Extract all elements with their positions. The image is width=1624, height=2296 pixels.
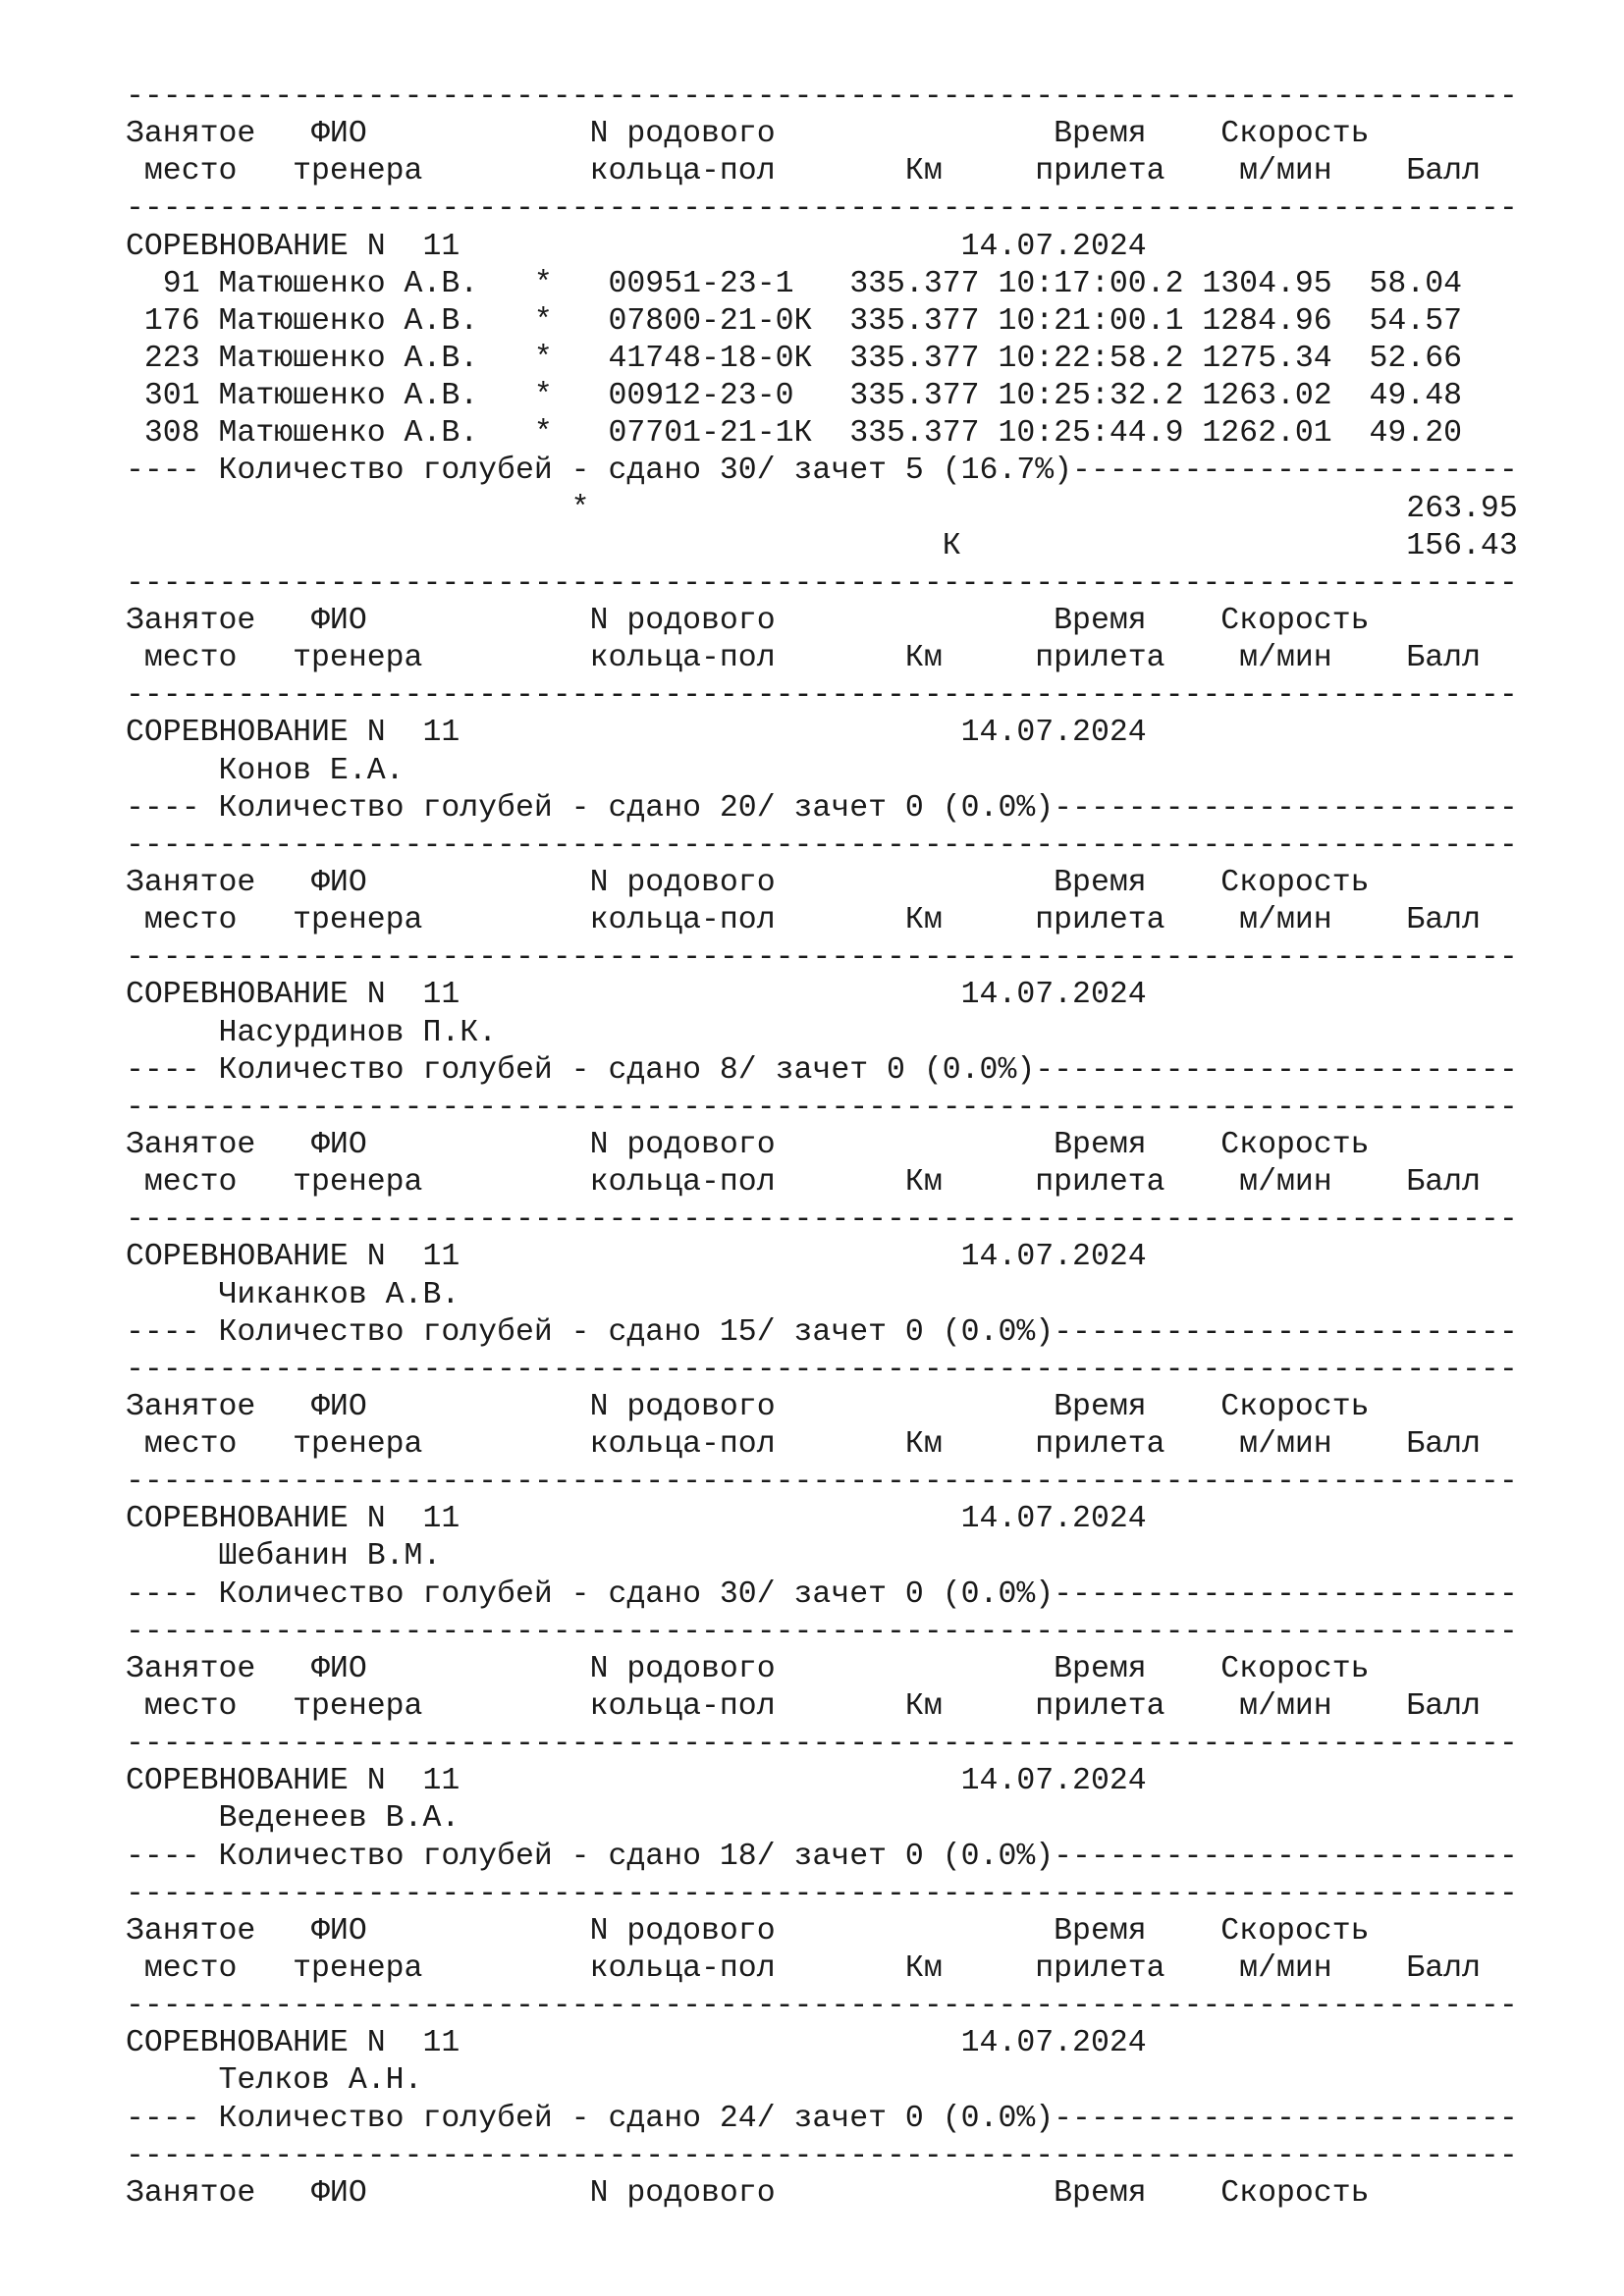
- competition-header-line: СОРЕВНОВАНИЕ N 11 14.07.2024: [126, 229, 1147, 264]
- result-row: 308 Матюшенко А.В. * 07701-21-1К 335.377 10:25:44.9 1262.01 49.20: [126, 416, 1463, 452]
- column-header-line: место тренера кольца-пол Км прилета м/мин Балл: [126, 1951, 1481, 1987]
- competition-header-line: СОРЕВНОВАНИЕ N 11 14.07.2024: [126, 1502, 1147, 1537]
- divider-line: ---------------------------------------------------------------------------: [126, 565, 1518, 601]
- divider-line: ---------------------------------------------------------------------------: [126, 940, 1518, 976]
- summary-line: ---- Количество голубей - сдано 8/ зачет 0 (0.0%)--------------------------: [126, 1052, 1518, 1088]
- competition-header-line: СОРЕВНОВАНИЕ N 11 14.07.2024: [126, 978, 1147, 1013]
- column-header-line: место тренера кольца-пол Км прилета м/мин Балл: [126, 641, 1481, 676]
- divider-line: ---------------------------------------------------------------------------: [126, 828, 1518, 863]
- column-header-line: Занятое ФИО N родового Время Скорость: [126, 1651, 1370, 1686]
- summary-line: ---- Количество голубей - сдано 18/ зачет 0 (0.0%)-------------------------: [126, 1839, 1518, 1874]
- trainer-name-line: Веденеев В.А.: [126, 1801, 460, 1837]
- column-header-line: место тренера кольца-пол Км прилета м/мин Балл: [126, 1689, 1481, 1725]
- summary-line: ---- Количество голубей - сдано 15/ зачет 0 (0.0%)-------------------------: [126, 1314, 1518, 1350]
- column-header-line: место тренера кольца-пол Км прилета м/мин Балл: [126, 1427, 1481, 1463]
- divider-line: ---------------------------------------------------------------------------: [126, 1202, 1518, 1238]
- trainer-name-line: Конов Е.А.: [126, 753, 405, 788]
- divider-line: ---------------------------------------------------------------------------: [126, 1090, 1518, 1125]
- divider-line: ---------------------------------------------------------------------------: [126, 678, 1518, 714]
- summary-line: ---- Количество голубей - сдано 24/ зачет 0 (0.0%)-------------------------: [126, 2101, 1518, 2136]
- results-printout: [126, 79, 1518, 2213]
- column-header-line: Занятое ФИО N родового Время Скорость: [126, 2175, 1370, 2211]
- summary-line: ---- Количество голубей - сдано 30/ зачет 5 (16.7%)------------------------: [126, 454, 1518, 489]
- trainer-name-line: Телков А.Н.: [126, 2063, 423, 2099]
- trainer-name-line: Чиканков А.В.: [126, 1277, 460, 1312]
- column-header-line: Занятое ФИО N родового Время Скорость: [126, 865, 1370, 900]
- column-header-line: место тренера кольца-пол Км прилета м/мин Балл: [126, 154, 1481, 189]
- result-row: 176 Матюшенко А.В. * 07800-21-0К 335.377 10:21:00.1 1284.96 54.57: [126, 303, 1463, 339]
- column-header-line: Занятое ФИО N родового Время Скорость: [126, 1913, 1370, 1949]
- total-line: * 263.95: [126, 491, 1518, 526]
- competition-header-line: СОРЕВНОВАНИЕ N 11 14.07.2024: [126, 2026, 1147, 2061]
- divider-line: ---------------------------------------------------------------------------: [126, 80, 1518, 114]
- trainer-name-line: Насурдинов П.К.: [126, 1015, 498, 1050]
- result-row: 223 Матюшенко А.В. * 41748-18-0К 335.377 10:22:58.2 1275.34 52.66: [126, 341, 1463, 376]
- competition-header-line: СОРЕВНОВАНИЕ N 11 14.07.2024: [126, 716, 1147, 751]
- divider-line: ---------------------------------------------------------------------------: [126, 1727, 1518, 1762]
- column-header-line: Занятое ФИО N родового Время Скорость: [126, 1127, 1370, 1162]
- column-header-line: Занятое ФИО N родового Время Скорость: [126, 603, 1370, 638]
- column-header-line: Занятое ФИО N родового Время Скорость: [126, 117, 1370, 152]
- result-row: 91 Матюшенко А.В. * 00951-23-1 335.377 10:17:00.2 1304.95 58.04: [126, 266, 1463, 301]
- summary-line: ---- Количество голубей - сдано 20/ зачет 0 (0.0%)-------------------------: [126, 790, 1518, 826]
- divider-line: ---------------------------------------------------------------------------: [126, 2138, 1518, 2173]
- divider-line: ---------------------------------------------------------------------------: [126, 1989, 1518, 2024]
- competition-header-line: СОРЕВНОВАНИЕ N 11 14.07.2024: [126, 1764, 1147, 1799]
- column-header-line: место тренера кольца-пол Км прилета м/мин Балл: [126, 1165, 1481, 1201]
- result-row: 301 Матюшенко А.В. * 00912-23-0 335.377 10:25:32.2 1263.02 49.48: [126, 379, 1463, 414]
- summary-line: ---- Количество голубей - сдано 30/ зачет 0 (0.0%)-------------------------: [126, 1576, 1518, 1612]
- total-line: К 156.43: [126, 528, 1518, 563]
- divider-line: ---------------------------------------------------------------------------: [126, 1352, 1518, 1387]
- column-header-line: Занятое ФИО N родового Время Скорость: [126, 1389, 1370, 1424]
- competition-header-line: СОРЕВНОВАНИЕ N 11 14.07.2024: [126, 1240, 1147, 1275]
- column-header-line: место тренера кольца-пол Км прилета м/мин Балл: [126, 903, 1481, 938]
- trainer-name-line: Шебанин В.М.: [126, 1539, 442, 1575]
- divider-line: ---------------------------------------------------------------------------: [126, 1465, 1518, 1500]
- divider-line: ---------------------------------------------------------------------------: [126, 191, 1518, 227]
- divider-line: ---------------------------------------------------------------------------: [126, 1614, 1518, 1649]
- divider-line: ---------------------------------------------------------------------------: [126, 1876, 1518, 1911]
